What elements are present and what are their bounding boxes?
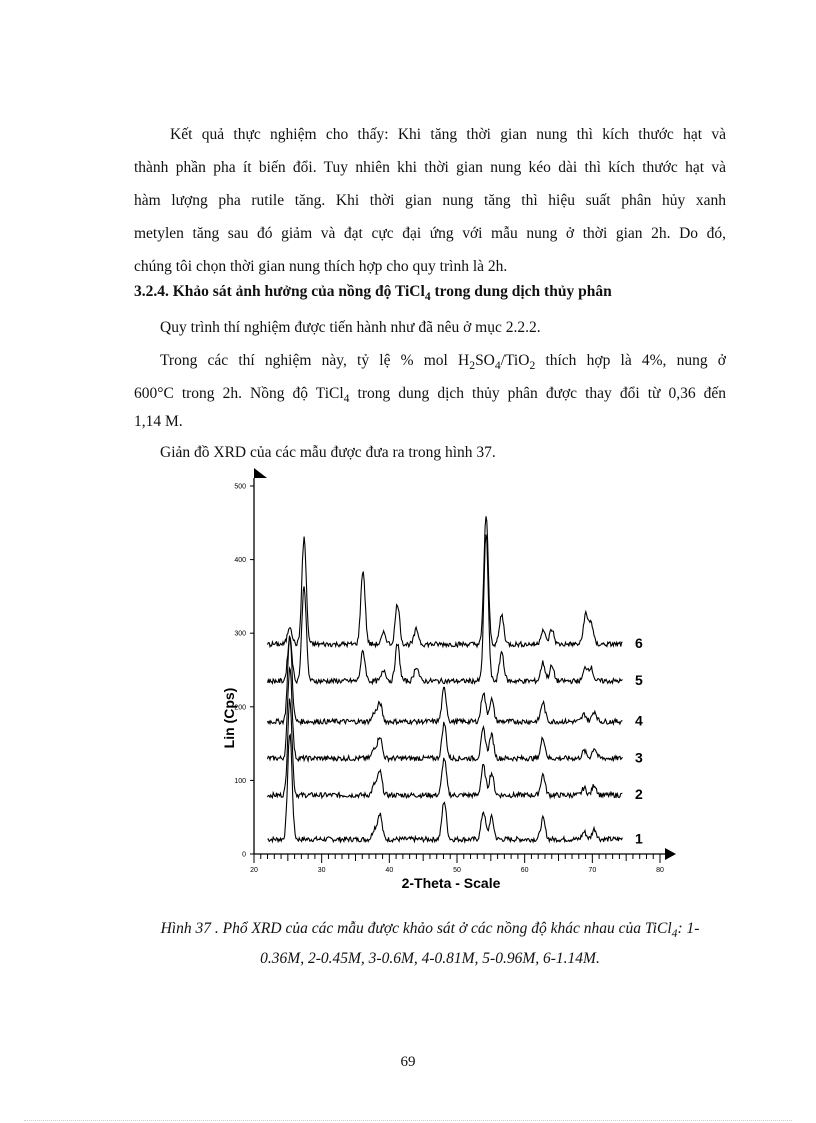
x-tick-label: 50: [453, 867, 461, 874]
page-footer-rule: [24, 1120, 792, 1121]
conditions-paragraph-line-2: 600°C trong 2h. Nồng độ TiCl$_4$ trong dung dịch thủy phân được thay đổi từ 0,36 đến: [134, 385, 726, 406]
figure-caption-line-1: Hình 37 . Phổ XRD của các mẫu được khảo sát ở các nồng độ khác nhau của TiCl$_4$: 1-: [160, 920, 700, 941]
x-tick-label: 40: [385, 867, 394, 874]
y-tick-label: 300: [234, 630, 246, 638]
series-label: 3: [634, 749, 643, 766]
x-tick-label: 20: [250, 867, 258, 874]
x-axis-title: 2-Theta - Scale: [401, 875, 501, 891]
x-tick-label: 70: [588, 867, 597, 874]
x-axis-arrow: [665, 848, 676, 860]
figure-caption-line-2: 0.36M, 2-0.45M, 3-0.6M, 4-0.81M, 5-0.96M, 6-1.14M.: [260, 950, 600, 967]
xrd-intro-paragraph: Giản đồ XRD của các mẫu được đưa ra trong hình 37.: [160, 444, 496, 461]
series-label: 4: [634, 712, 643, 729]
series-6-line: [268, 516, 623, 647]
procedure-paragraph: Quy trình thí nghiệm được tiến hành như đã nêu ở mục 2.2.2.: [160, 319, 541, 336]
series-label: 1: [634, 830, 643, 847]
series-label: 5: [634, 672, 643, 689]
conditions-paragraph-line-1: Trong các thí nghiệm này, tỷ lệ % mol $H_2SO_4/TiO_2$ thích hợp là 4%, nung ở: [160, 352, 726, 373]
conditions-paragraph-line-3: 1,14 M.: [134, 413, 183, 430]
series-2-line: [268, 699, 623, 798]
y-tick-label: 500: [234, 483, 246, 491]
y-axis-arrow: [254, 468, 267, 478]
page-number: 69: [400, 1054, 416, 1070]
result-paragraph-line-4: metylen tăng sau đó giảm và đạt cực đại ứng với mẫu nung ở thời gian 2h. Do đó,: [134, 225, 726, 242]
x-tick-label: 30: [317, 867, 326, 874]
section-heading: 3.2.4. Khảo sát ảnh hưởng của nồng độ TiCl$_4$ trong dung dịch thủy phân: [134, 283, 612, 304]
x-tick-label: 80: [656, 867, 664, 874]
y-tick-label: 0: [242, 851, 246, 859]
y-axis-title: Lin (Cps): [221, 687, 237, 749]
y-tick-label: 100: [234, 777, 246, 785]
series-label: 2: [634, 786, 643, 803]
xrd-chart: [220, 468, 680, 898]
series-label: 6: [634, 635, 643, 652]
result-paragraph-line-3: hàm lượng pha rutile tăng. Khi thời gian nung tăng thì hiệu suất phân hủy xanh: [134, 192, 726, 209]
series-1-line: [268, 735, 623, 842]
series-5-line: [268, 535, 623, 684]
result-paragraph-line-5: chúng tôi chọn thời gian nung thích hợp cho quy trình là 2h.: [134, 258, 508, 275]
y-tick-label: 200: [234, 704, 246, 712]
y-tick-label: 400: [234, 557, 246, 565]
result-paragraph-line-1: Kết quả thực nghiệm cho thấy: Khi tăng thời gian nung thì kích thước hạt và: [170, 126, 726, 143]
result-paragraph-line-2: thành phần pha ít biến đổi. Tuy nhiên khi thời gian nung kéo dài thì kích thước hạt và: [134, 159, 726, 176]
x-tick-label: 60: [520, 867, 529, 874]
